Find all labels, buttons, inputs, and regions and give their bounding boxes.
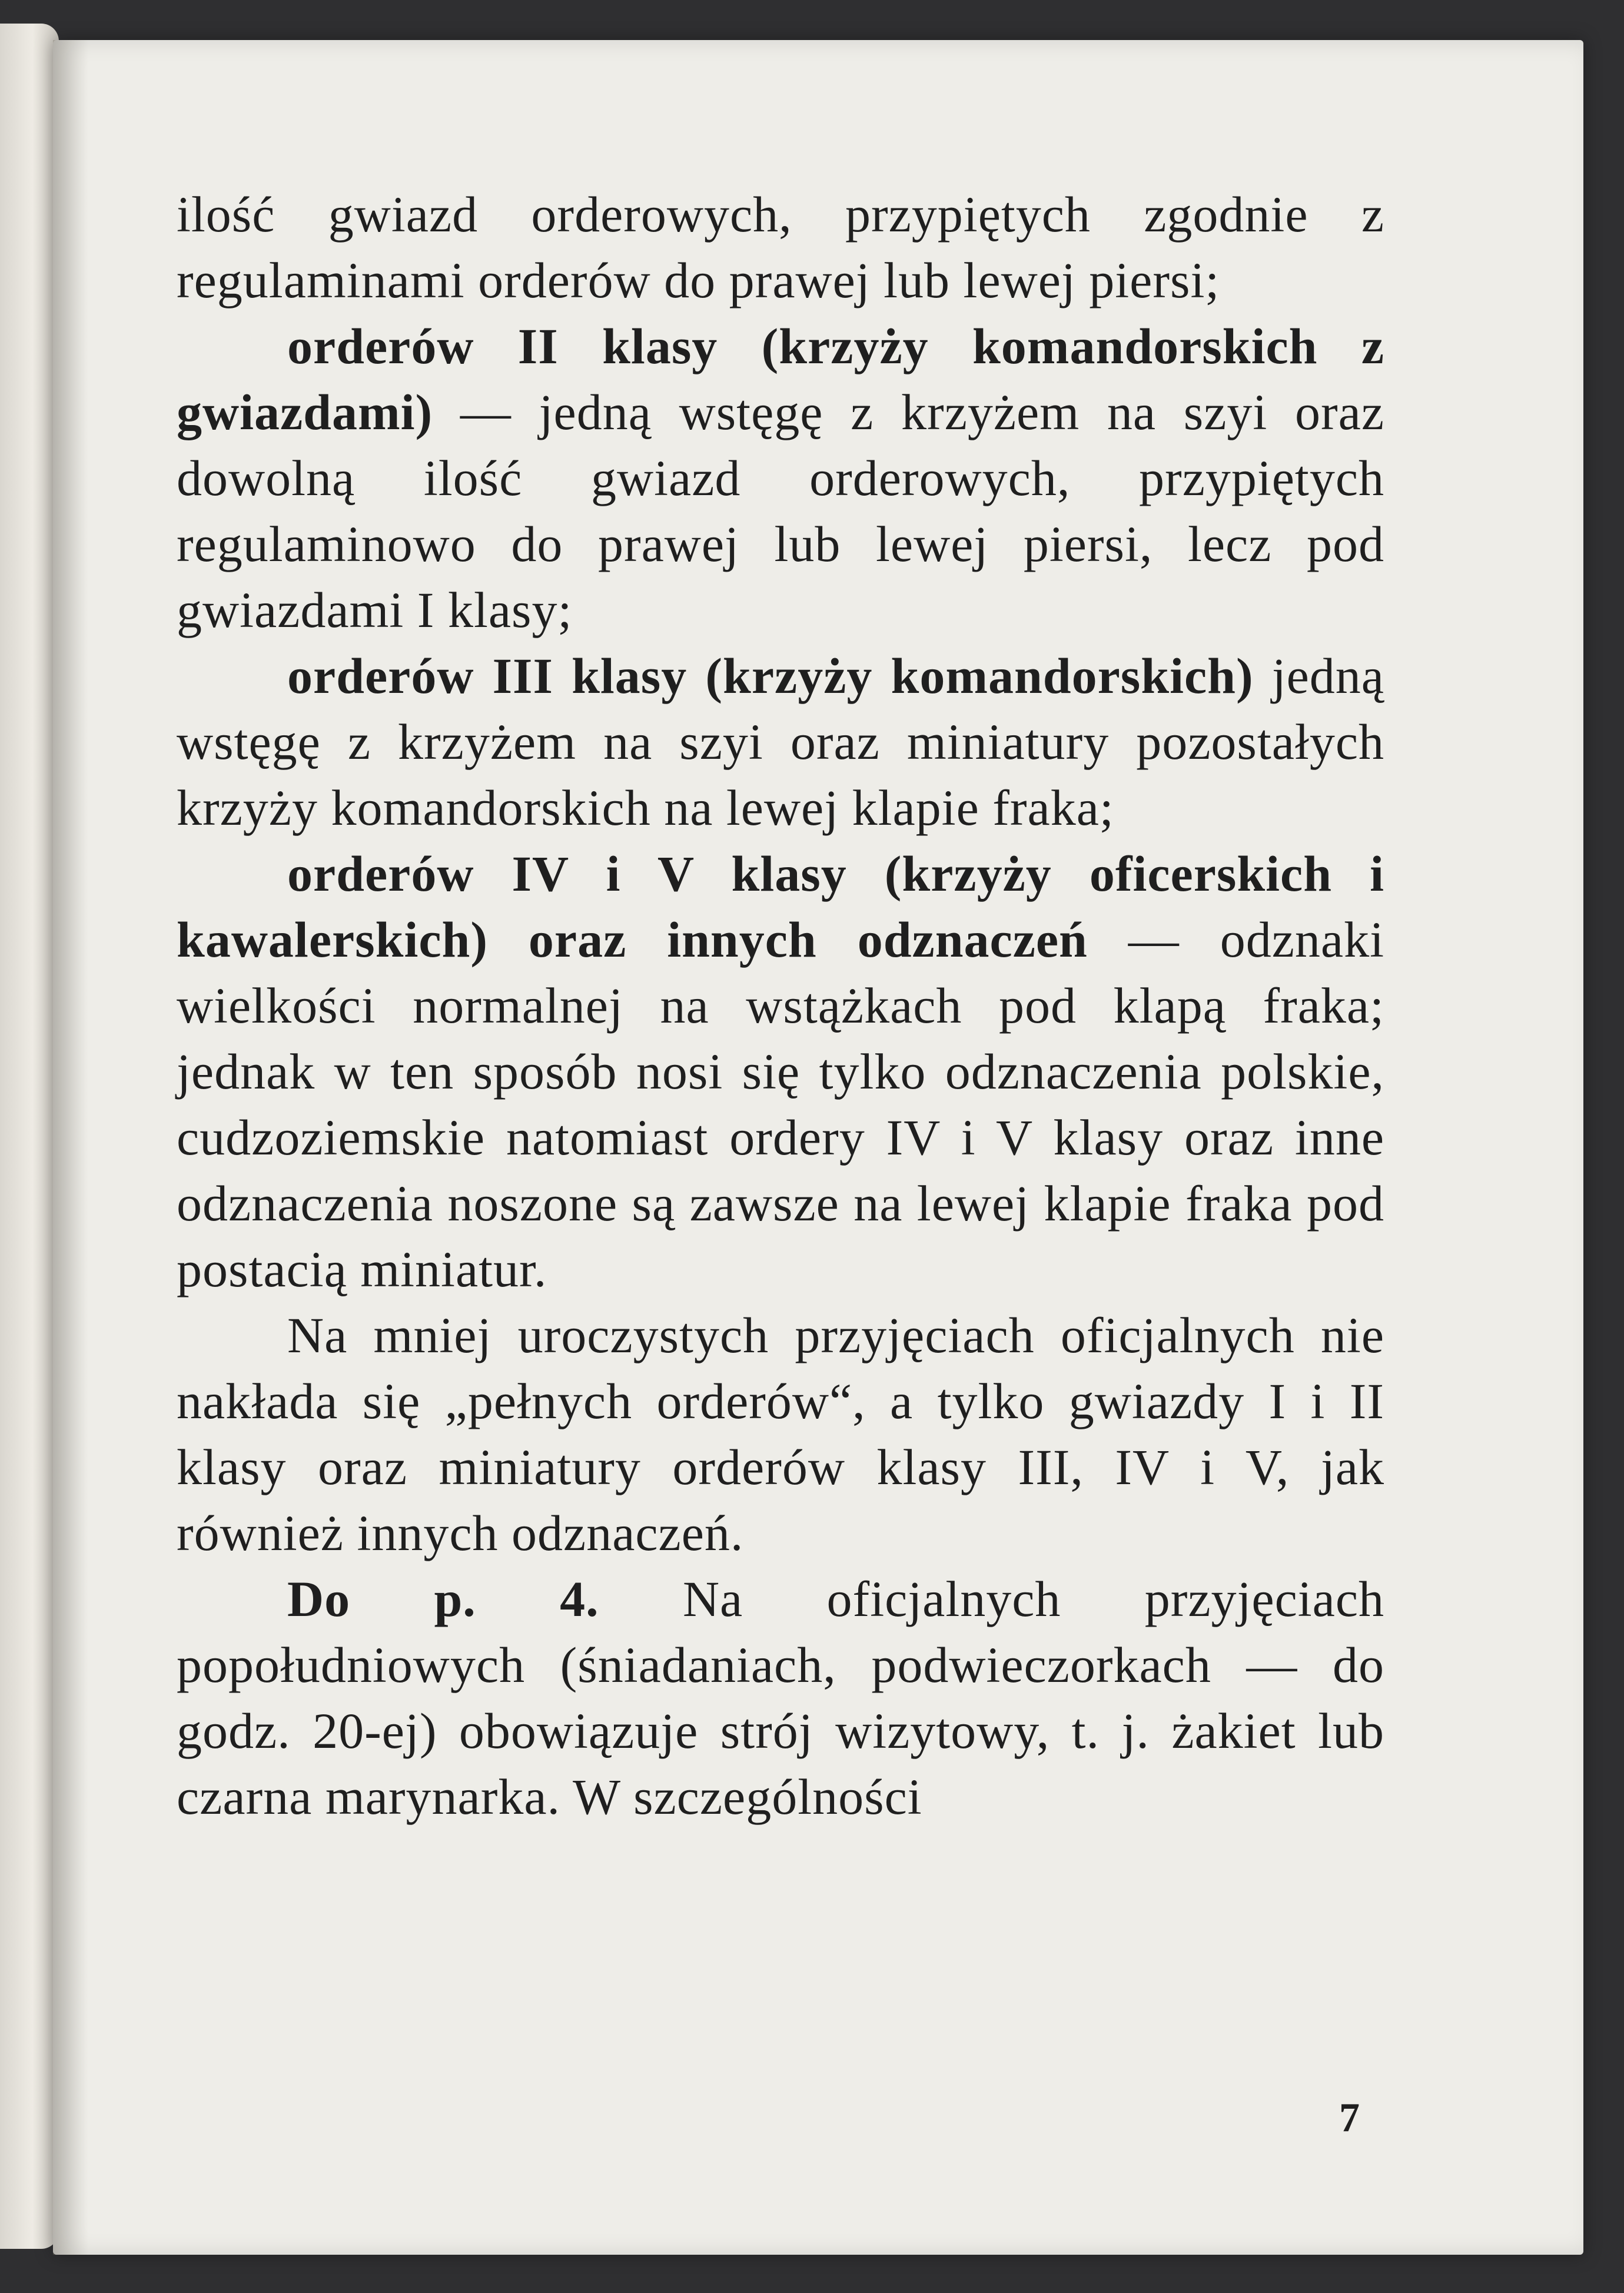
paragraph-3-bold-lead: orderów III klasy (krzyży komandorskich) [287, 648, 1254, 704]
paragraph-5-text: Na mniej uroczystych przyjęciach oficjalnych nie nakłada się „pełnych orderów“, a tylko gwiazdy I i II klasy oraz miniatury orderów klasy III, IV i V, jak również innych odznaczeń. [177, 1307, 1384, 1561]
paragraph-2 [177, 313, 1384, 643]
paragraph-4-bold-lead: orderów IV i V klasy (krzyży oficerskich i kawalerskich) oraz innych odznaczeń [177, 845, 1384, 968]
body-text [177, 181, 1384, 1830]
spine-shadow [53, 40, 88, 2255]
paragraph-2-bold-lead: orderów II klasy (krzyży komandorskich z gwiazdami) [177, 318, 1384, 440]
paragraph-4 [177, 841, 1384, 1302]
paragraph-4-text: — odznaki wielkości normalnej na wstążkach pod klapą fraka; jednak w ten sposób nosi się tylko odznaczenia polskie, cudzoziemskie natomiast ordery IV i V klasy oraz inne odznaczenia noszone są zawsze na lewej klapie fraka pod postacią miniatur. [177, 911, 1384, 1298]
page-number: 7 [1339, 2095, 1360, 2141]
paragraph-3-text: jedną wstęgę z krzyżem na szyi oraz miniatury pozostałych krzyży komandorskich na lewej klapie fraka; [177, 648, 1384, 836]
paragraph-2-text: — jedną wstęgę z krzyżem na szyi oraz dowolną ilość gwiazd orderowych, przypiętych regulaminowo do prawej lub lewej piersi, lecz pod gwiazdami I klasy; [177, 384, 1384, 638]
paragraph-6 [177, 1566, 1384, 1830]
previous-page-edge [0, 24, 59, 2249]
book-page [53, 40, 1583, 2255]
paragraph-6-bold-lead: Do p. 4. [287, 1571, 599, 1627]
paragraph-1-text: ilość gwiazd orderowych, przypiętych zgodnie z regulaminami orderów do prawej lub lewej piersi; [177, 186, 1384, 308]
paragraph-1 [177, 181, 1384, 313]
paragraph-3 [177, 643, 1384, 841]
paragraph-5 [177, 1302, 1384, 1566]
paragraph-6-text: Na oficjalnych przyjęciach popołudniowych (śniadaniach, podwieczorkach — do godz. 20-ej) obowiązuje strój wizytowy, t. j. żakiet lub czarna marynarka. W szczególności [177, 1571, 1385, 1825]
